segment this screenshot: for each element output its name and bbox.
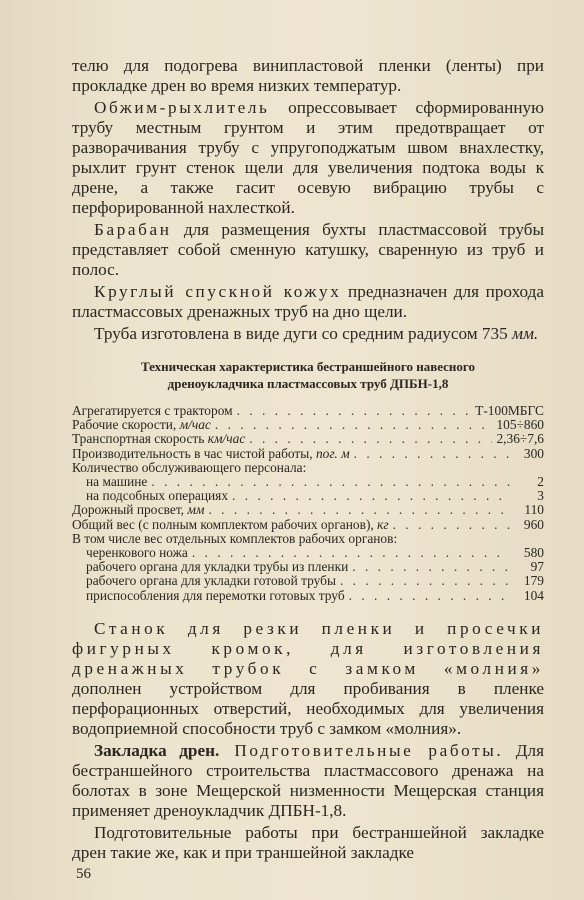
spec-row — [72, 503, 544, 517]
term-stanok: Станок для резки пленки и просечки фигурных кромок, для изготовления дренажных трубок с замком «молния» — [72, 618, 544, 678]
spec-value: 97 — [530, 559, 544, 575]
leader-dots — [340, 574, 510, 588]
leader-dots — [208, 503, 510, 517]
table-title-line-1: Техническая характеристика бестраншейного навесного — [140, 359, 475, 374]
paragraph-truba — [72, 324, 544, 344]
spec-row — [72, 489, 544, 503]
table-title-line-2: дреноукладчика пластмассовых труб ДПБН-1,8 — [167, 376, 449, 391]
paragraph-last-text: Подготовительные работы при бестраншейной закладке дрен такие же, как и при траншейной закладке — [72, 822, 544, 862]
paragraph-1 — [72, 56, 544, 96]
spec-label: Агрегатируется с трактором — [72, 403, 233, 418]
paragraph-obzhim — [72, 98, 544, 218]
spec-value: 960 — [523, 516, 544, 532]
spec-row — [72, 560, 544, 574]
paragraph-truba-text: Труба изготовлена в виде дуги со средним радиусом 735 — [94, 324, 512, 343]
spec-group-header — [72, 532, 544, 546]
staff-header: Количество обслуживающего персонала: — [72, 459, 307, 475]
table-title — [72, 358, 544, 392]
spec-label: на подсобных операциях — [86, 488, 229, 504]
page-text — [72, 56, 544, 863]
spec-value: 104 — [523, 587, 544, 603]
paragraph-baraban-text: для размещения бухты пластмассовой трубы представляет собой сменную катушку, сваренную из труб и полос. — [72, 220, 544, 279]
spec-table — [72, 404, 544, 603]
paragraph-stanok — [72, 619, 544, 739]
leader-dots — [215, 418, 493, 432]
spec-value: 2 — [537, 474, 544, 490]
spec-unit: мм — [187, 502, 205, 518]
spec-value: Т-100МБГС — [475, 403, 544, 418]
spec-label: Дорожный просвет, — [72, 502, 188, 518]
paragraph-zakladka-text: Для бестраншейного строительства пластмассового дренажа на болотах в зоне Мещерской низменности Мещерская станция применяет дреноукладчик ДПБН-1,8. — [72, 740, 544, 820]
section-heading: Закладка дрен. — [94, 740, 220, 760]
spec-label: рабочего органа для укладки трубы из пленки — [86, 559, 349, 575]
spec-row — [72, 475, 544, 489]
spec-row — [72, 574, 544, 588]
term-podgotovitelnye: Подготовительные работы. — [219, 740, 504, 760]
paragraph-1-text: телю для подогрева винипластовой пленки (ленты) при прокладке дрен во время низких температур. — [72, 56, 544, 95]
leader-dots — [349, 589, 510, 603]
leader-dots — [151, 475, 510, 489]
spec-value: 110 — [524, 502, 544, 518]
page-number: 56 — [76, 866, 91, 882]
leader-dots — [232, 489, 510, 503]
spec-row — [72, 432, 544, 446]
spec-row — [72, 546, 544, 560]
spec-label: Производительность в час чистой работы, — [72, 445, 316, 461]
paragraph-baraban — [72, 220, 544, 280]
leader-dots — [354, 447, 510, 461]
spec-label: рабочего органа для укладки готовой трубы — [86, 573, 336, 589]
term-baraban: Барабан — [94, 220, 172, 239]
spec-label: Рабочие скорости, — [72, 417, 180, 433]
weight-header: В том числе вес отдельных комплектов рабочих органов: — [72, 530, 398, 546]
leader-dots — [237, 404, 472, 418]
leader-dots — [352, 560, 510, 574]
spec-label: Общий вес (с полным комплектом рабочих органов), — [72, 516, 378, 532]
unit-mm: мм. — [511, 324, 539, 343]
spec-unit: м/час — [179, 417, 211, 433]
leader-dots — [192, 546, 510, 560]
spec-value: 179 — [523, 573, 544, 589]
spec-row — [72, 404, 544, 418]
paragraph-kozhukh-text: предназначен для прохода пластмассовых дренажных труб на дно щели. — [72, 282, 545, 321]
term-kozhukh: Круглый спускной кожух — [94, 282, 342, 301]
spec-row — [72, 418, 544, 432]
spec-group-header — [72, 461, 544, 475]
spec-value: 300 — [523, 445, 544, 461]
spacer — [72, 603, 544, 619]
spec-label: Транспортная скорость — [72, 431, 208, 447]
spec-unit: км/час — [207, 431, 246, 447]
spec-unit: пог. м — [315, 445, 350, 461]
leader-dots — [249, 432, 492, 446]
spec-value: 580 — [523, 545, 544, 561]
spec-value: 105÷860 — [496, 417, 544, 433]
spec-label: на машине — [86, 474, 148, 490]
spec-row — [72, 447, 544, 461]
spec-row — [72, 518, 544, 532]
spec-unit: кг — [377, 516, 389, 532]
paragraph-zakladka — [72, 741, 544, 821]
spec-label: приспособления для перемотки готовых труб — [86, 587, 345, 603]
paragraph-stanok-text: дополнен устройством для пробивания в пленке перфорационных отверстий, необходимых для увеличения водоприемной способности труб с замком «молния». — [72, 678, 544, 738]
term-obzhim: Обжим-рыхлитель — [94, 98, 270, 117]
spec-row — [72, 589, 544, 603]
paragraph-obzhim-text: опрессовывает сформированную трубу местным грунтом и этим предотвращает от разворачивания трубу с упругоподжатым швом внахлестку, рыхлит грунт стенок щели для увеличения подтока воды к дрене, а также гасит осевую вибрацию трубы с перфорированной нахлесткой. — [72, 98, 544, 217]
spec-value: 3 — [537, 488, 544, 504]
paragraph-kozhukh — [72, 282, 544, 322]
paragraph-last — [72, 823, 544, 863]
spec-value: 2,36÷7,6 — [496, 431, 544, 447]
leader-dots — [393, 518, 510, 532]
spec-label: черенкового ножа — [86, 545, 188, 561]
